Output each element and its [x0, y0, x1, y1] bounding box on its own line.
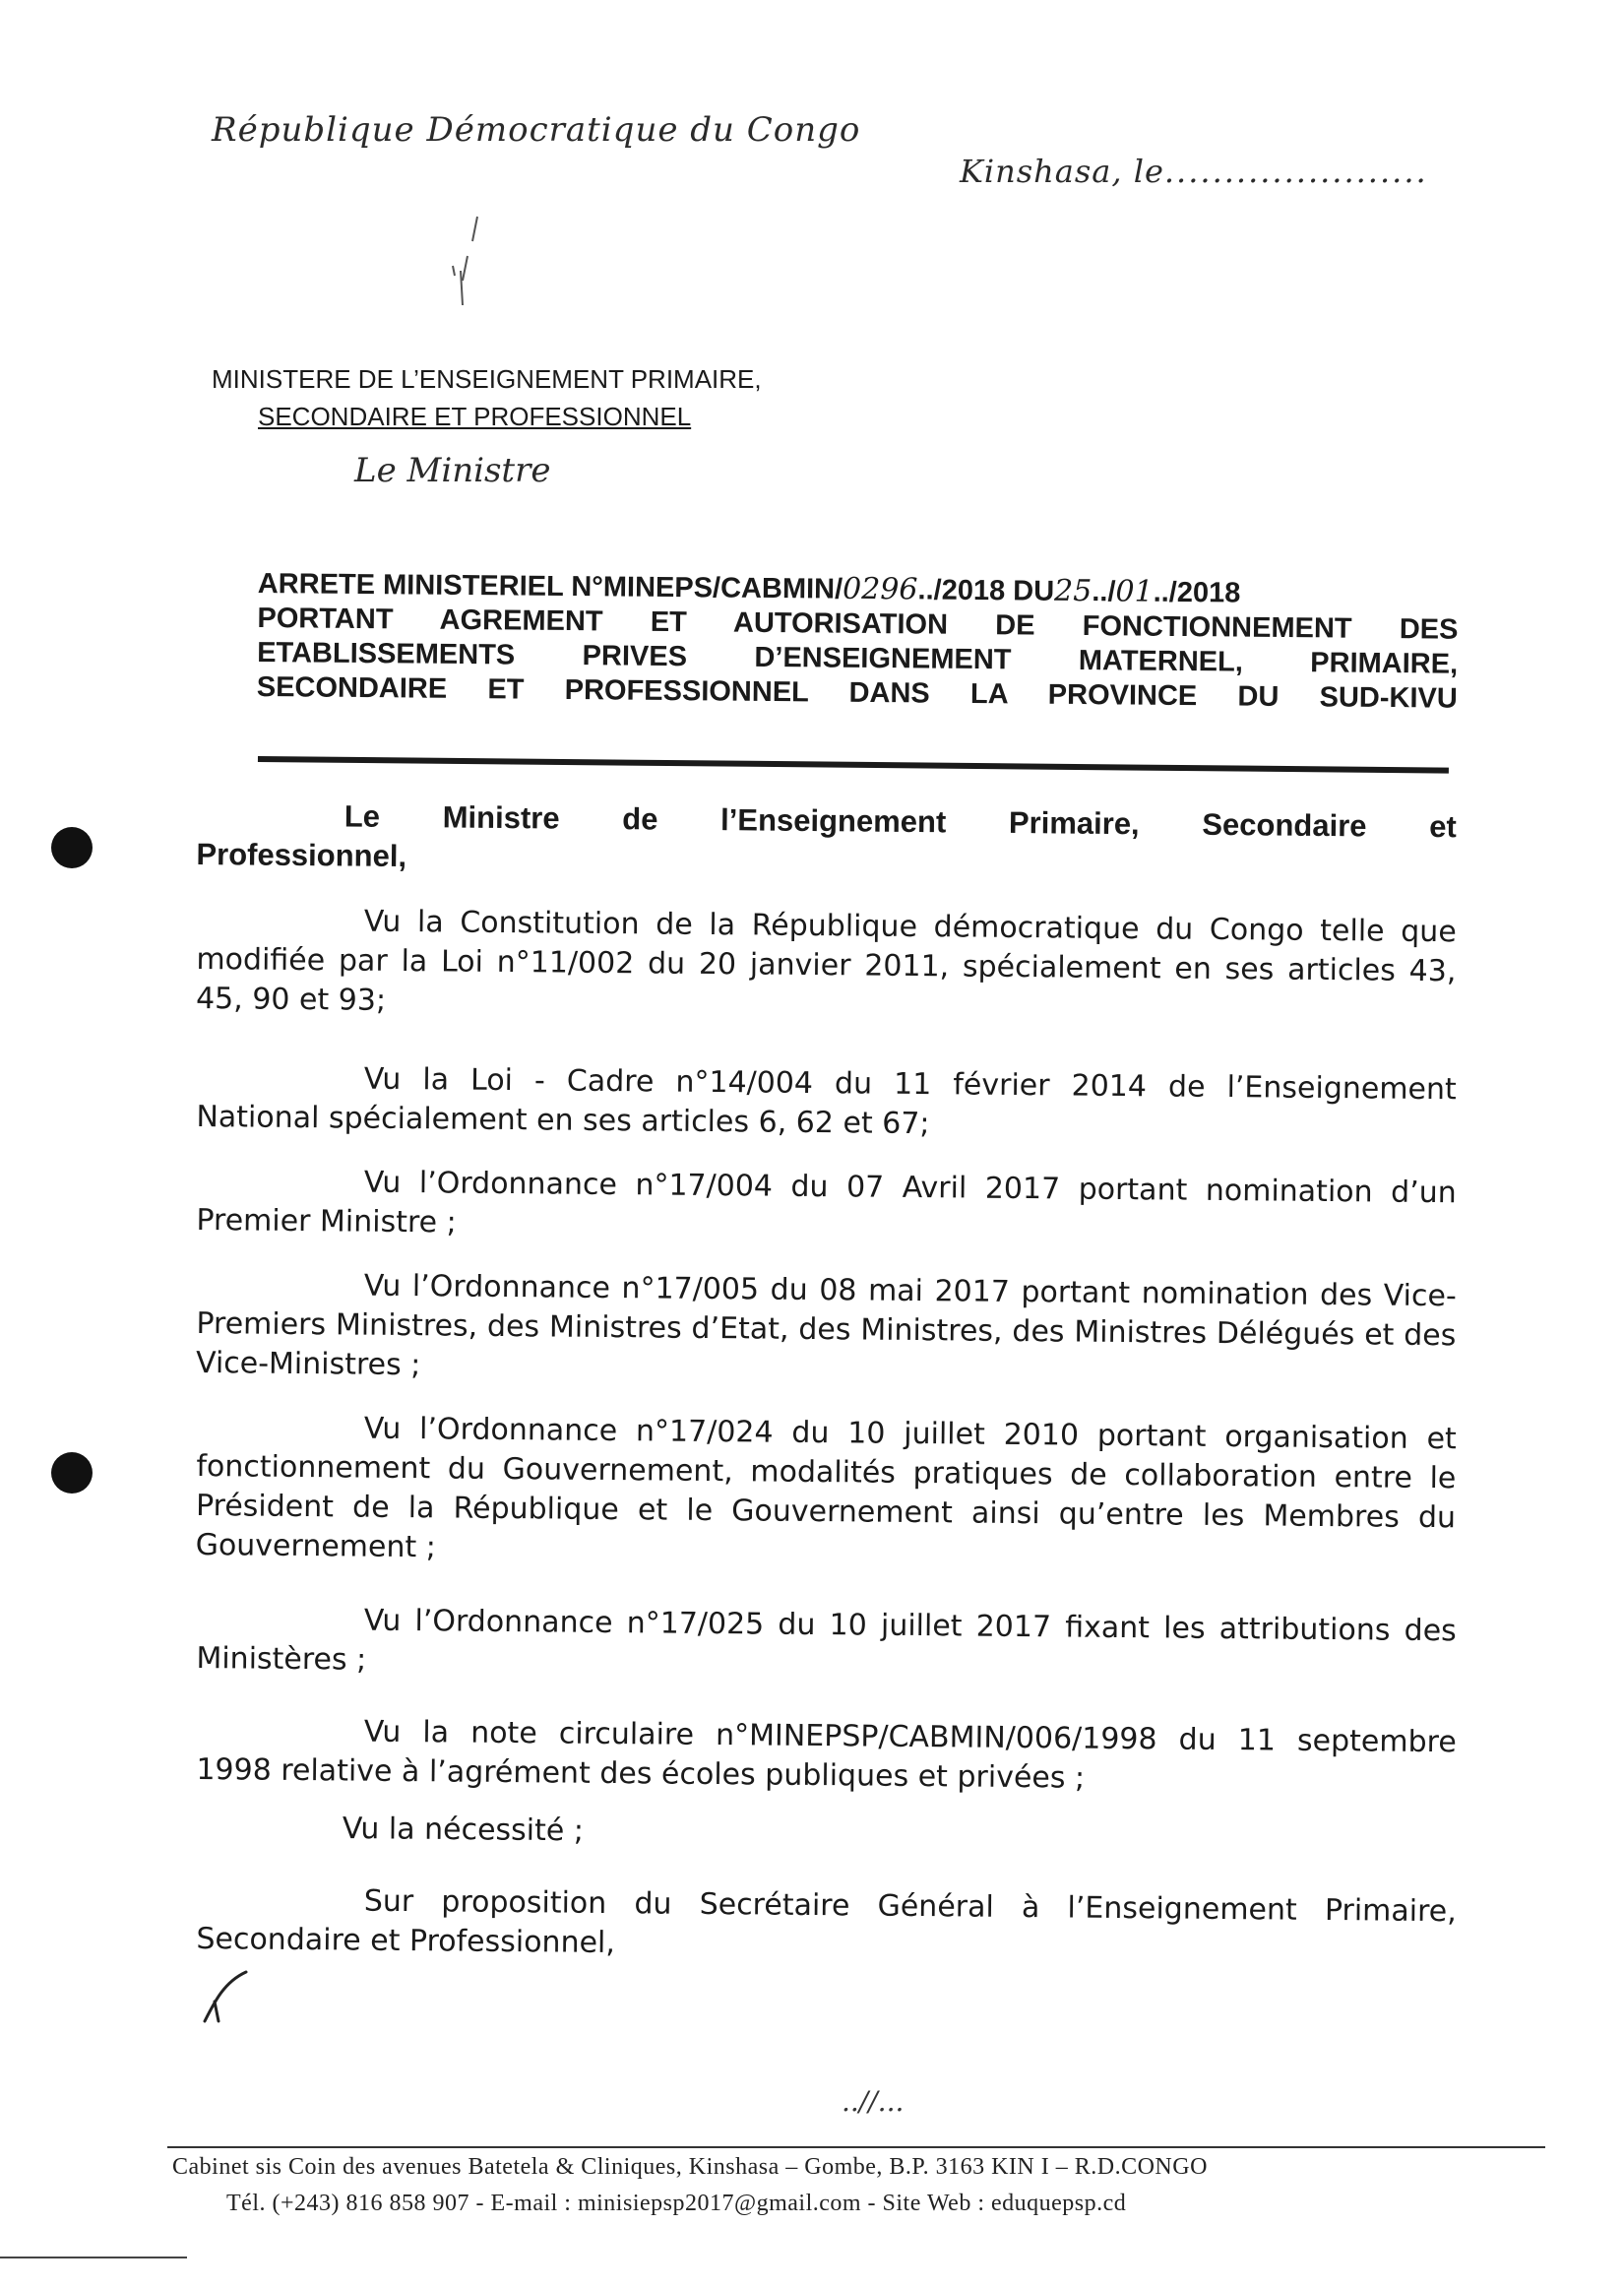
considerant-para-3: Vu l’Ordonnance n°17/004 du 07 Avril 2017 portant nomination d’un Premier Ministre ;	[196, 1165, 1457, 1240]
date-dots: ......................	[1163, 153, 1428, 190]
considerant-para-1: Vu la Constitution de la République démocratique du Congo telle que modifiée par la Loi n°11/002 du 20 janvier 2011, spécialement en ses articles 43, 45, 90 et 93;	[195, 904, 1457, 1018]
handwritten-day: 25	[1053, 573, 1093, 609]
considerant-para-2: Vu la Loi - Cadre n°14/004 du 11 février 2014 de l’Enseignement National spécialement en ses articles 6, 62 et 67;	[196, 1061, 1457, 1142]
title-divider	[258, 756, 1449, 774]
ministry-line-2: SECONDAIRE ET PROFESSIONNEL	[258, 402, 692, 431]
minister-heading	[196, 795, 1457, 886]
handwritten-number: 0296	[842, 571, 918, 607]
arrete-title	[257, 566, 1459, 717]
footer-rule	[167, 2146, 1545, 2148]
footer-address: Cabinet sis Coin des avenues Batetela & Cliniques, Kinshasa – Gombe, B.P. 3163 KIN I – R.D.CONGO	[172, 2154, 1208, 2180]
considerant-para-8: Vu la nécessité ;	[342, 1811, 585, 1849]
punch-hole-top	[51, 827, 93, 868]
arrete-title-line-3: ETABLISSEMENTS PRIVES D’ENSEIGNEMENT MATERNEL, PRIMAIRE,	[257, 636, 1459, 680]
considerant-para-6: Vu l’Ordonnance n°17/025 du 10 juillet 2017 fixant les attributions des Ministères ;	[196, 1603, 1457, 1678]
handwritten-month: 01	[1115, 574, 1154, 609]
ministry-line-1: MINISTERE DE L’ENSEIGNEMENT PRIMAIRE,	[212, 364, 762, 394]
page-continuation: ..//...	[842, 2085, 905, 2118]
arrete-title-line-4: SECONDAIRE ET PROFESSIONNEL DANS LA PROVINCE DU SUD-KIVU	[256, 670, 1458, 715]
republic-header: République Démocratique du Congo	[212, 110, 861, 150]
considerant-para-5: Vu l’Ordonnance n°17/024 du 10 juillet 2010 portant organisation et fonctionnement du Gouvernement, modalités pratiques de collaboration entre le Président de la République et le Gouvernement ainsi qu’entre les Membres du Gouvernement ;	[195, 1411, 1457, 1565]
initials-mark-icon	[197, 1967, 256, 2026]
bottom-edge-rule	[0, 2257, 187, 2258]
footer-contact: Tél. (+243) 816 858 907 - E-mail : minisiepsp2017@gmail.com - Site Web : eduquepsp.cd	[226, 2191, 1127, 2216]
minister-heading-line-1: Le Ministre de l’Enseignement Primaire, Secondaire et	[344, 798, 1457, 845]
place-prefix: Kinshasa, le	[960, 153, 1164, 190]
minister-heading-line-2: Professionnel,	[196, 836, 407, 874]
handwritten-mark-icon	[433, 212, 492, 310]
considerant-para-7: Vu la note circulaire n°MINEPSP/CABMIN/006/1998 du 11 septembre 1998 relative à l’agrément des écoles publiques et privées ;	[196, 1714, 1457, 1796]
punch-hole-bottom	[51, 1452, 93, 1494]
arrete-title-line-2: PORTANT AGREMENT ET AUTORISATION DE FONCTIONNEMENT DES	[257, 602, 1459, 646]
signature-title: Le Ministre	[354, 451, 551, 490]
considerant-para-4: Vu l’Ordonnance n°17/005 du 08 mai 2017 portant nomination des Vice- Premiers Ministres, des Ministres d’Etat, des Ministres, des Ministres Délégués et des Vice-Ministres ;	[195, 1268, 1457, 1383]
place-date-line	[960, 153, 1428, 190]
considerant-para-9: Sur proposition du Secrétaire Général à l’Enseignement Primaire, Secondaire et Professionnel,	[196, 1883, 1457, 1961]
arrete-title-line-1: ARRETE MINISTERIEL N°MINEPS/CABMIN/0296../2018 DU25../01../2018	[257, 567, 1241, 609]
